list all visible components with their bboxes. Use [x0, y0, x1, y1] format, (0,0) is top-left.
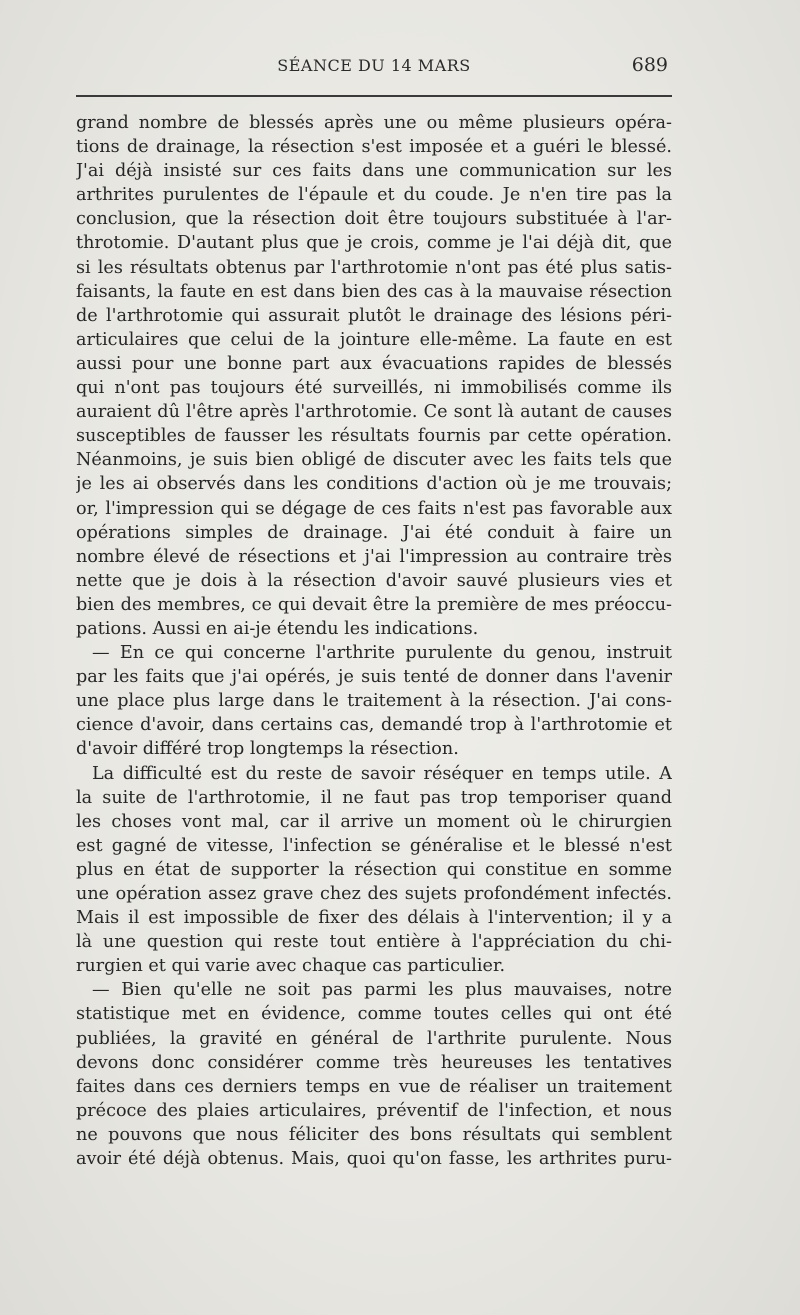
text-line: conclusion, que la résection doit être toujours substituée à l'ar- [76, 209, 672, 230]
text-line: par les faits que j'ai opérés, je suis tenté de donner dans l'avenir [76, 667, 672, 688]
text-line: je les ai observés dans les conditions d'action où je me trouvais; [76, 474, 672, 495]
body-text [76, 111, 672, 1171]
text-line: devons donc considérer comme très heureuses les tentatives [76, 1052, 672, 1073]
text-line: susceptibles de fausser les résultats fournis par cette opération. [76, 426, 672, 447]
text-line: les choses vont mal, car il arrive un moment où le chirurgien [76, 811, 672, 832]
page-number: 689 [631, 54, 668, 76]
text-line: précoce des plaies articulaires, préventif de l'infection, et nous [76, 1100, 672, 1121]
text-line: cience d'avoir, dans certains cas, demandé trop à l'arthrotomie et [76, 715, 672, 736]
text-line: plus en état de supporter la résection qui constitue en somme [76, 859, 672, 880]
text-line: est gagné de vitesse, l'infection se généralise et le blessé n'est [76, 835, 672, 856]
text-line: pations. Aussi en ai-je étendu les indications. [76, 618, 479, 639]
text-line: la suite de l'arthrotomie, il ne faut pas trop temporiser quand [76, 787, 672, 808]
text-line: Mais il est impossible de fixer des délais à l'intervention; il y a [76, 908, 672, 929]
text-line: si les résultats obtenus par l'arthrotomie n'ont pas été plus satis- [76, 257, 672, 278]
text-line: arthrites purulentes de l'épaule et du coude. Je n'en tire pas la [76, 185, 672, 206]
text-line: J'ai déjà insisté sur ces faits dans une communication sur les [76, 161, 672, 182]
text-line: tions de drainage, la résection s'est imposée et a guéri le blessé. [76, 137, 672, 158]
text-line: d'avoir différé trop longtemps la résection. [76, 739, 459, 760]
header-rule [76, 95, 672, 97]
text-line: une place plus large dans le traitement à la résection. J'ai cons- [76, 691, 672, 712]
text-line: de l'arthrotomie qui assurait plutôt le drainage des lésions péri- [76, 305, 672, 326]
text-line: opérations simples de drainage. J'ai été conduit à faire un [76, 522, 672, 543]
text-line: une opération assez grave chez des sujets profondément infectés. [76, 884, 672, 904]
text-line: — En ce qui concerne l'arthrite purulente du genou, instruit [92, 643, 672, 664]
text-line: statistique met en évidence, comme toutes celles qui ont été [76, 1004, 672, 1025]
text-line: aussi pour une bonne part aux évacuations rapides de blessés [76, 353, 672, 374]
text-line: nombre élevé de résections et j'ai l'impression au contraire très [76, 546, 672, 567]
text-line: auraient dû l'être après l'arthrotomie. Ce sont là autant de causes [76, 402, 672, 423]
text-line: — Bien qu'elle ne soit pas parmi les plus mauvaises, notre [92, 980, 672, 1001]
text-line: faites dans ces derniers temps en vue de réaliser un traitement [76, 1076, 672, 1097]
text-line: bien des membres, ce qui devait être la première de mes préoccu- [76, 594, 672, 615]
text-line: qui n'ont pas toujours été surveillés, ni immobilisés comme ils [76, 378, 672, 399]
text-line: articulaires que celui de la jointure elle-même. La faute en est [76, 329, 672, 350]
text-line: avoir été déjà obtenus. Mais, quoi qu'on fasse, les arthrites puru- [76, 1149, 672, 1170]
text-line: throtomie. D'autant plus que je crois, comme je l'ai déjà dit, que [76, 233, 672, 254]
text-line: nette que je dois à la résection d'avoir sauvé plusieurs vies et [76, 570, 672, 591]
text-line: grand nombre de blessés après une ou même plusieurs opéra- [76, 113, 672, 133]
text-line: ne pouvons que nous féliciter des bons résultats qui semblent [76, 1124, 672, 1145]
text-line: Néanmoins, je suis bien obligé de discuter avec les faits tels que [76, 450, 672, 471]
text-line: rurgien et qui varie avec chaque cas particulier. [76, 956, 506, 977]
text-line: publiées, la gravité en général de l'arthrite purulente. Nous [76, 1028, 672, 1049]
running-title: SÉANCE DU 14 MARS [277, 56, 471, 75]
text-line: là une question qui reste tout entière à l'appréciation du chi- [76, 932, 672, 953]
text-line: La difficulté est du reste de savoir réséquer en temps utile. A [92, 763, 672, 784]
page-header [76, 52, 672, 82]
text-line: faisants, la faute en est dans bien des cas à la mauvaise résection [76, 281, 672, 302]
text-line: or, l'impression qui se dégage de ces faits n'est pas favorable aux [76, 498, 672, 519]
